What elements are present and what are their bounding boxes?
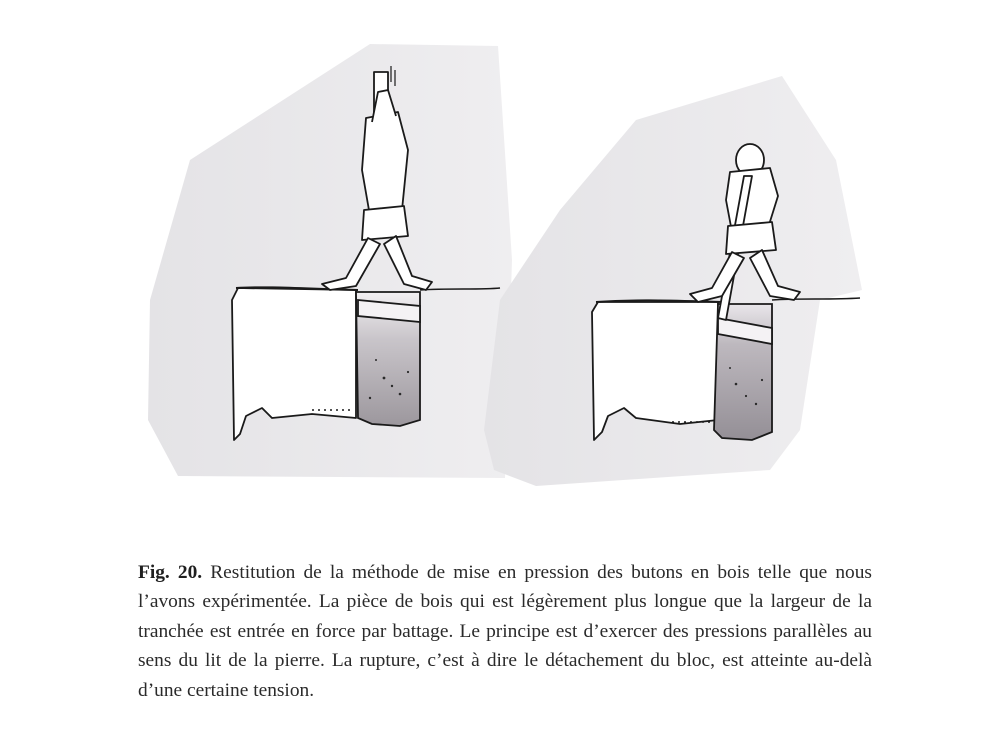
figure-caption-text: Restitution de la méthode de mise en pression des butons en bois telle que nous l’avons expérimentée. La pièce de bois qui est légèrement plus longue que la largeur de la tranchée est entrée en force par battage. Le principe est d’exercer des pressions parallèles au sens du lit de la pierre. La rupture, c’est à dire le détachement du bloc, est atteinte au-delà d’une certaine tension.	[138, 562, 872, 701]
figure-caption	[138, 558, 872, 705]
left-panel-scene	[148, 44, 512, 478]
right-background-wash	[484, 76, 862, 486]
right-panel-scene	[484, 76, 862, 486]
figure-label: Fig. 20.	[138, 562, 203, 583]
